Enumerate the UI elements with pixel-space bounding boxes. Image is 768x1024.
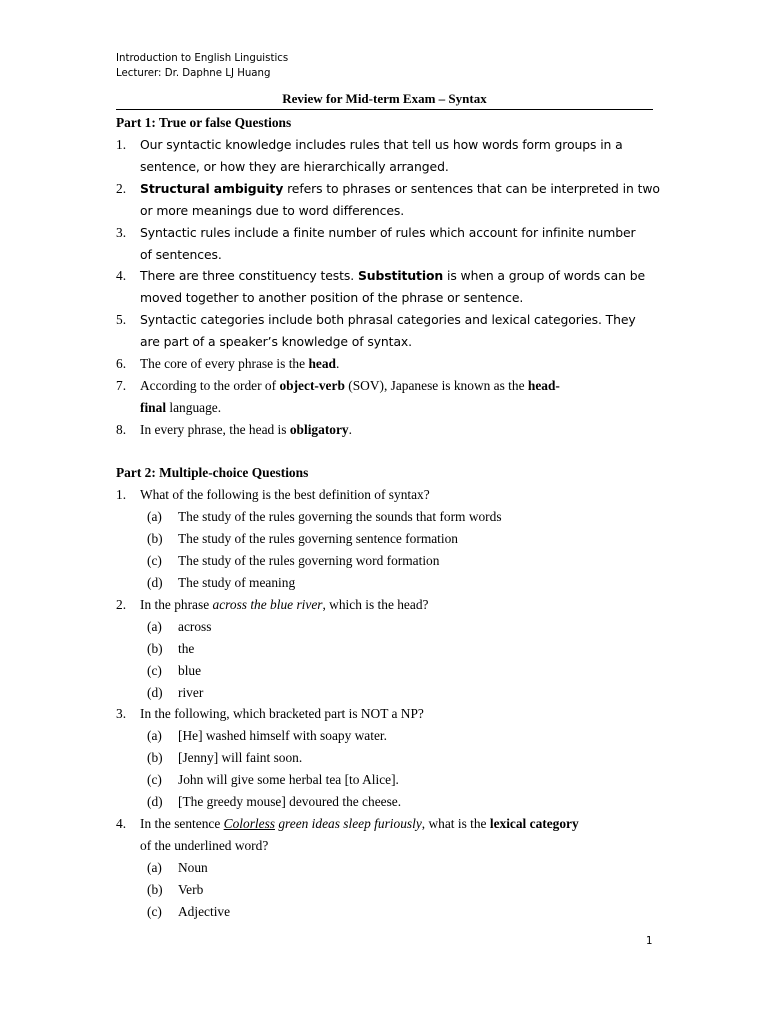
option-letter: (a): [147, 509, 162, 524]
item-text: are part of a speaker’s knowledge of syntax.: [140, 334, 413, 349]
bold-term: head: [308, 356, 336, 371]
course-name: Introduction to English Linguistics: [116, 53, 289, 64]
option-text: Adjective: [178, 904, 231, 919]
item-number: 1.: [116, 137, 127, 152]
bold-term: object-verb: [279, 378, 345, 393]
question-number: 3.: [116, 706, 127, 721]
italic-phrase: green ideas sleep furiously: [275, 816, 422, 831]
question-number: 1.: [116, 487, 127, 502]
item-text-pre: In every phrase, the head is: [140, 422, 290, 437]
option-letter: (a): [147, 728, 162, 743]
part1-heading: Part 1: True or false Questions: [116, 115, 292, 130]
item-number: 8.: [116, 422, 127, 437]
option-letter: (b): [147, 531, 163, 546]
question-text: What of the following is the best definition of syntax?: [140, 487, 430, 502]
item-text: Our syntactic knowledge includes rules that tell us how words form groups in a: [140, 137, 623, 152]
item-number: 7.: [116, 378, 127, 393]
italic-phrase: across the blue river: [212, 597, 323, 612]
item-number: 6.: [116, 356, 127, 371]
option-letter: (c): [147, 772, 162, 787]
bold-term: obligatory: [289, 422, 349, 437]
item-text: Syntactic categories include both phrasal categories and lexical categories. They: [140, 312, 636, 327]
option-letter: (d): [147, 685, 163, 700]
item-text-pre: According to the order of: [140, 378, 280, 393]
option-letter: (b): [147, 641, 163, 656]
item-text-rest: is when a group of words can be: [443, 268, 646, 283]
option-text: [Jenny] will faint soon.: [178, 750, 303, 765]
item-number: 4.: [116, 268, 127, 283]
underlined-word: Colorless: [223, 816, 275, 831]
question-text-pre: In the sentence: [140, 816, 224, 831]
bold-term: Substitution: [357, 268, 444, 283]
item-text: [140, 378, 560, 394]
item-number: 3.: [116, 225, 127, 240]
question-text: [140, 816, 579, 832]
page-number: 1: [646, 936, 653, 947]
option-text: John will give some herbal tea [to Alice].: [178, 772, 399, 787]
option-letter: (a): [147, 619, 162, 634]
option-letter: (d): [147, 794, 163, 809]
bold-term: final: [140, 400, 167, 415]
question-text-post: , which is the head?: [322, 597, 429, 612]
option-text: blue: [178, 663, 202, 678]
question-text-pre: In the phrase: [140, 597, 213, 612]
option-text: across: [178, 619, 212, 634]
option-text: Noun: [178, 860, 208, 875]
item-text: [140, 268, 645, 284]
question-text: [140, 597, 428, 613]
item-text-pre: There are three constituency tests.: [140, 268, 358, 283]
item-text: Syntactic rules include a finite number of rules which account for infinite number: [140, 225, 636, 240]
item-text: sentence, or how they are hierarchically arranged.: [140, 159, 449, 174]
option-text: [He] washed himself with soapy water.: [178, 728, 387, 743]
page-title: Review for Mid-term Exam – Syntax: [282, 91, 487, 106]
item-text-rest: language.: [166, 400, 222, 415]
item-text: moved together to another position of the phrase or sentence.: [140, 290, 524, 305]
option-text: The study of the rules governing word formation: [178, 553, 440, 568]
question-text: In the following, which bracketed part is NOT a NP?: [140, 706, 424, 721]
question-text-post: , what is the: [421, 816, 490, 831]
item-text: or more meanings due to word differences.: [140, 203, 405, 218]
option-letter: (d): [147, 575, 163, 590]
title-divider: [116, 109, 653, 110]
question-number: 2.: [116, 597, 127, 612]
question-number: 4.: [116, 816, 127, 831]
option-text: Verb: [178, 882, 204, 897]
part2-heading: Part 2: Multiple-choice Questions: [116, 465, 309, 480]
item-text-mid: (SOV), Japanese is known as the: [344, 378, 528, 393]
lecturer-name: Lecturer: Dr. Daphne LJ Huang: [116, 68, 271, 79]
option-text: [The greedy mouse] devoured the cheese.: [178, 794, 402, 809]
bold-term: lexical category: [489, 816, 579, 831]
option-text: The study of the rules governing sentence formation: [178, 531, 459, 546]
option-letter: (c): [147, 553, 162, 568]
option-letter: (a): [147, 860, 162, 875]
option-letter: (c): [147, 663, 162, 678]
option-text: The study of the rules governing the sounds that form words: [178, 509, 502, 524]
item-text: [140, 356, 339, 372]
item-text-rest: .: [335, 356, 340, 371]
item-text-pre: The core of every phrase is the: [140, 356, 309, 371]
option-letter: (c): [147, 904, 162, 919]
bold-term: Structural ambiguity: [140, 181, 284, 196]
item-text-rest: .: [348, 422, 352, 437]
option-text: river: [178, 685, 204, 700]
item-text: [140, 181, 660, 197]
item-number: 2.: [116, 181, 127, 196]
option-letter: (b): [147, 882, 163, 897]
option-letter: (b): [147, 750, 163, 765]
item-number: 5.: [116, 312, 127, 327]
item-text: of sentences.: [140, 247, 222, 262]
question-text: of the underlined word?: [140, 838, 269, 853]
item-text: [140, 422, 352, 438]
option-text: the: [178, 641, 195, 656]
item-text: [140, 400, 221, 416]
bold-term: head-: [527, 378, 560, 393]
option-text: The study of meaning: [178, 575, 296, 590]
item-text-rest: refers to phrases or sentences that can be interpreted in two: [283, 181, 660, 196]
